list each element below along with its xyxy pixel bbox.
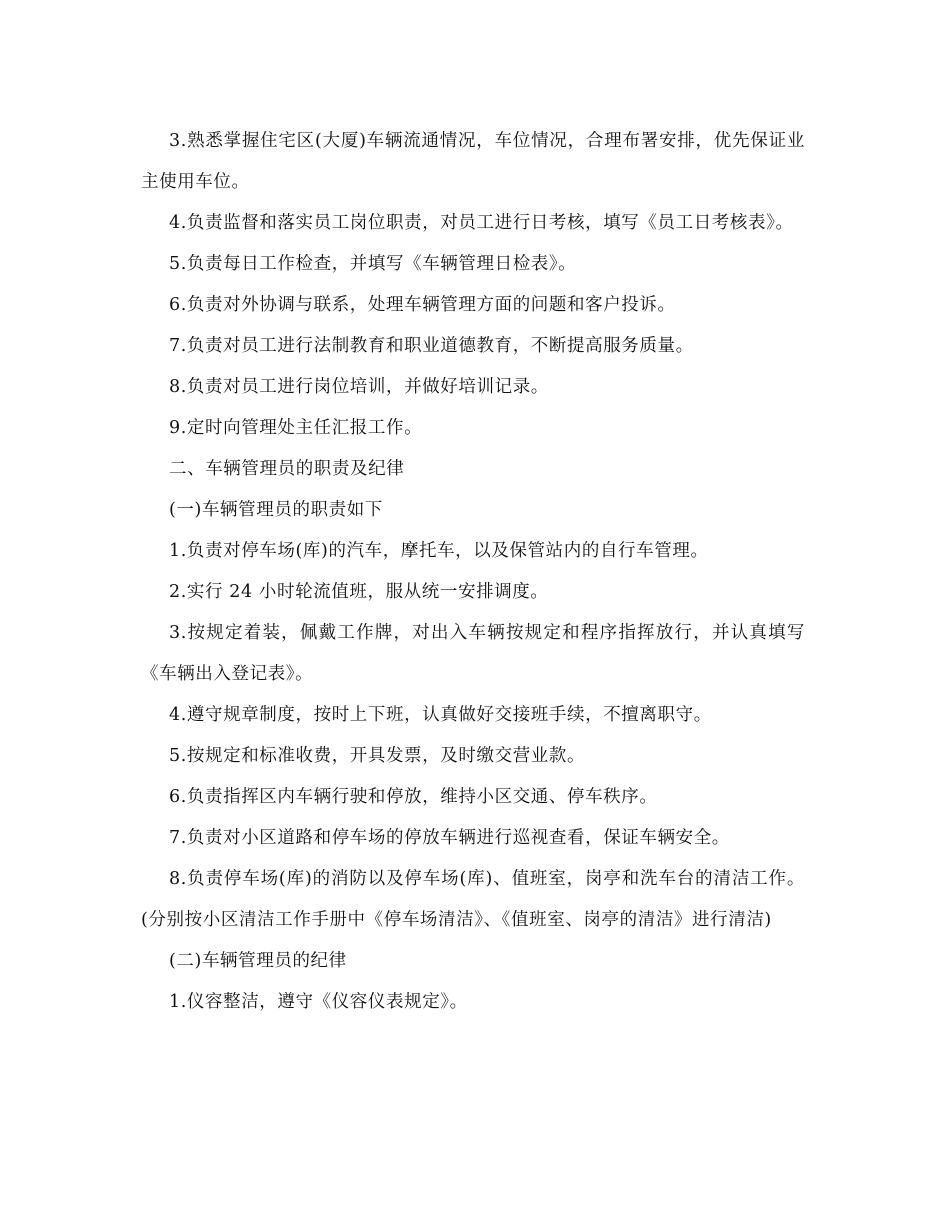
duty-item-5: 5.按规定和标准收费，开具发票，及时缴交营业款。 (169, 746, 586, 766)
duty-item-4: 4.遵守规章制度，按时上下班，认真做好交接班手续，不擅离职守。 (169, 705, 712, 725)
section-heading-2: 二、车辆管理员的职责及纪律 (169, 459, 405, 479)
paragraph-9-report-work: 9.定时向管理处主任汇报工作。 (169, 418, 423, 438)
duty-item-2: 2.实行 24 小时轮流值班，服从统一安排调度。 (169, 582, 549, 602)
paragraph-8-staff-training: 8.负责对员工进行岗位培训，并做好培训记录。 (169, 377, 549, 397)
duty-item-3: 3.按规定着装，佩戴工作牌，对出入车辆按规定和程序指挥放行，并认真填写《车辆出入登记表》。 (141, 623, 805, 684)
discipline-item-1: 1.仪容整洁，遵守《仪容仪表规定》。 (169, 992, 468, 1012)
paragraph-7-staff-education: 7.负责对员工进行法制教育和职业道德教育，不断提高服务质量。 (169, 336, 694, 356)
duty-item-1: 1.负责对停车场(库)的汽车，摩托车，以及保管站内的自行车管理。 (169, 541, 709, 561)
subsection-heading-discipline: (二)车辆管理员的纪律 (169, 951, 347, 971)
duty-item-6: 6.负责指挥区内车辆行驶和停放，维持小区交通、停车秩序。 (169, 787, 658, 807)
paragraph-3-parking-flow: 3.熟悉掌握住宅区(大厦)车辆流通情况，车位情况，合理布署安排，优先保证业主使用车位。 (141, 131, 805, 192)
paragraph-5-daily-inspection: 5.负责每日工作检查，并填写《车辆管理日检表》。 (169, 254, 577, 274)
duty-item-8: 8.负责停车场(库)的消防以及停车场(库)、值班室，岗亭和洗车台的清洁工作。(分别按小区清洁工作手册中《停车场清洁》、《值班室、岗亭的清洁》进行清洁) (141, 869, 805, 930)
paragraph-4-staff-supervision: 4.负责监督和落实员工岗位职责，对员工进行日考核，填写《员工日考核表》。 (169, 213, 794, 233)
paragraph-6-external-coordination: 6.负责对外协调与联系，处理车辆管理方面的问题和客户投诉。 (169, 295, 676, 315)
duty-item-7: 7.负责对小区道路和停车场的停放车辆进行巡视查看，保证车辆安全。 (169, 828, 730, 848)
subsection-heading-duties: (一)车辆管理员的职责如下 (169, 500, 383, 520)
document-body (141, 121, 805, 1023)
